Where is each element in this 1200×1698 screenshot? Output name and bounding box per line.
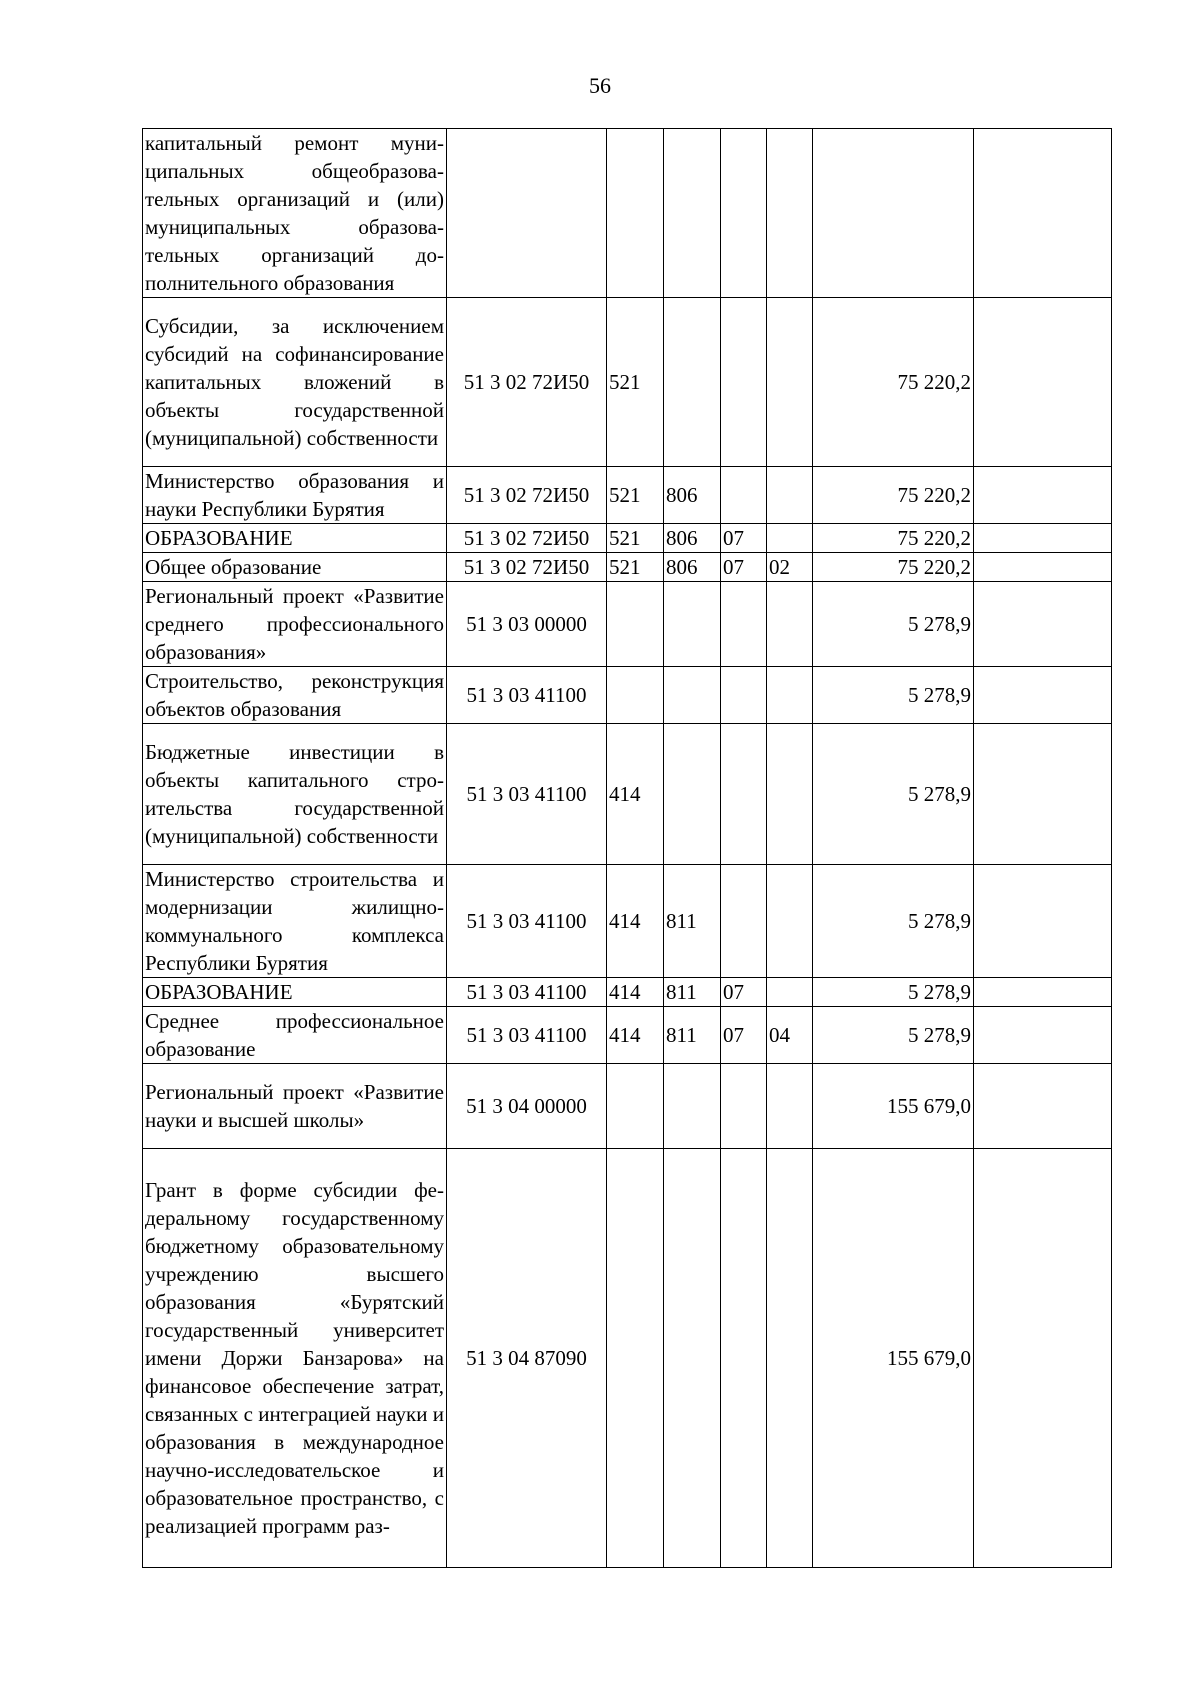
subsection-code xyxy=(767,467,813,524)
table-row xyxy=(143,553,1112,582)
ministry-code xyxy=(664,298,721,467)
section-code: 07 xyxy=(721,553,767,582)
section-code xyxy=(721,865,767,978)
extra-column xyxy=(974,1007,1112,1064)
amount-value: 5 278,9 xyxy=(813,865,974,978)
table-row xyxy=(143,978,1112,1007)
row-description: Строительство, реконструкция объектов образования xyxy=(143,667,447,724)
extra-column xyxy=(974,978,1112,1007)
table-row xyxy=(143,1064,1112,1149)
section-code xyxy=(721,298,767,467)
target-article-code: 51 3 02 72И50 xyxy=(447,524,607,553)
ministry-code xyxy=(664,582,721,667)
ministry-code xyxy=(664,129,721,298)
expense-type-code: 414 xyxy=(607,978,664,1007)
section-code: 07 xyxy=(721,978,767,1007)
row-description: Региональный проект «Развитие среднего профессионального образования» xyxy=(143,582,447,667)
subsection-code xyxy=(767,524,813,553)
row-description: ОБРАЗОВАНИЕ xyxy=(143,524,447,553)
section-code: 07 xyxy=(721,1007,767,1064)
ministry-code: 806 xyxy=(664,524,721,553)
amount-value: 75 220,2 xyxy=(813,524,974,553)
extra-column xyxy=(974,1149,1112,1568)
amount-value: 5 278,9 xyxy=(813,1007,974,1064)
ministry-code xyxy=(664,1149,721,1568)
extra-column xyxy=(974,467,1112,524)
section-code xyxy=(721,1149,767,1568)
ministry-code xyxy=(664,667,721,724)
table-row xyxy=(143,129,1112,298)
amount-value: 75 220,2 xyxy=(813,298,974,467)
row-description: Грант в форме субсидии федеральному государственному бюджетному образовательному учреждению высшего образования «Бурятский государственный университет имени Доржи Банзарова» на финансовое обеспечение затрат, связанных с интеграцией науки и образования в международное научно-исследовательское и образовательное пространство, с реализацией программ раз- xyxy=(143,1149,447,1568)
section-code xyxy=(721,582,767,667)
section-code xyxy=(721,1064,767,1149)
extra-column xyxy=(974,129,1112,298)
section-code xyxy=(721,667,767,724)
table-row xyxy=(143,1149,1112,1568)
expense-type-code: 521 xyxy=(607,553,664,582)
table-row xyxy=(143,724,1112,865)
amount-value: 5 278,9 xyxy=(813,724,974,865)
table-row xyxy=(143,667,1112,724)
row-description: Общее образование xyxy=(143,553,447,582)
subsection-code: 04 xyxy=(767,1007,813,1064)
expense-type-code xyxy=(607,1064,664,1149)
amount-value: 5 278,9 xyxy=(813,978,974,1007)
amount-value: 75 220,2 xyxy=(813,553,974,582)
extra-column xyxy=(974,724,1112,865)
row-description: Бюджетные инвестиции в объекты капитального строительства государственной (муниципальной) собственности xyxy=(143,724,447,865)
ministry-code: 811 xyxy=(664,1007,721,1064)
expense-type-code: 521 xyxy=(607,298,664,467)
amount-value: 155 679,0 xyxy=(813,1064,974,1149)
expense-type-code: 521 xyxy=(607,524,664,553)
expense-type-code: 414 xyxy=(607,1007,664,1064)
subsection-code xyxy=(767,298,813,467)
target-article-code: 51 3 03 41100 xyxy=(447,1007,607,1064)
row-description: Среднее профессиональное образование xyxy=(143,1007,447,1064)
subsection-code xyxy=(767,865,813,978)
extra-column xyxy=(974,667,1112,724)
amount-value: 5 278,9 xyxy=(813,582,974,667)
subsection-code xyxy=(767,1149,813,1568)
table-row xyxy=(143,524,1112,553)
row-description: ОБРАЗОВАНИЕ xyxy=(143,978,447,1007)
row-description: Министерство строительства и модернизации жилищно-коммунального комплекса Республики Бурятия xyxy=(143,865,447,978)
subsection-code xyxy=(767,978,813,1007)
table-row xyxy=(143,298,1112,467)
target-article-code xyxy=(447,129,607,298)
target-article-code: 51 3 02 72И50 xyxy=(447,298,607,467)
amount-value: 75 220,2 xyxy=(813,467,974,524)
ministry-code: 806 xyxy=(664,553,721,582)
extra-column xyxy=(974,582,1112,667)
ministry-code: 806 xyxy=(664,467,721,524)
row-description: Субсидии, за исключением субсидий на софинансирование капитальных вложений в объекты государственной (муниципальной) собственности xyxy=(143,298,447,467)
subsection-code: 02 xyxy=(767,553,813,582)
table-row xyxy=(143,1007,1112,1064)
subsection-code xyxy=(767,129,813,298)
extra-column xyxy=(974,524,1112,553)
target-article-code: 51 3 03 41100 xyxy=(447,865,607,978)
target-article-code: 51 3 03 41100 xyxy=(447,724,607,865)
extra-column xyxy=(974,553,1112,582)
section-code: 07 xyxy=(721,524,767,553)
extra-column xyxy=(974,298,1112,467)
subsection-code xyxy=(767,1064,813,1149)
extra-column xyxy=(974,865,1112,978)
target-article-code: 51 3 02 72И50 xyxy=(447,553,607,582)
target-article-code: 51 3 04 00000 xyxy=(447,1064,607,1149)
target-article-code: 51 3 02 72И50 xyxy=(447,467,607,524)
expense-type-code xyxy=(607,1149,664,1568)
ministry-code xyxy=(664,1064,721,1149)
target-article-code: 51 3 04 87090 xyxy=(447,1149,607,1568)
subsection-code xyxy=(767,667,813,724)
section-code xyxy=(721,724,767,865)
page-number: 56 xyxy=(589,73,611,98)
section-code xyxy=(721,467,767,524)
expense-type-code: 521 xyxy=(607,467,664,524)
expense-type-code xyxy=(607,129,664,298)
amount-value: 5 278,9 xyxy=(813,667,974,724)
ministry-code: 811 xyxy=(664,978,721,1007)
amount-value xyxy=(813,129,974,298)
target-article-code: 51 3 03 41100 xyxy=(447,978,607,1007)
expense-type-code: 414 xyxy=(607,865,664,978)
budget-table xyxy=(142,128,1112,1568)
extra-column xyxy=(974,1064,1112,1149)
ministry-code xyxy=(664,724,721,865)
expense-type-code: 414 xyxy=(607,724,664,865)
subsection-code xyxy=(767,582,813,667)
table-row xyxy=(143,467,1112,524)
target-article-code: 51 3 03 41100 xyxy=(447,667,607,724)
table-row xyxy=(143,582,1112,667)
row-description: Министерство образования и науки Республики Бурятия xyxy=(143,467,447,524)
section-code xyxy=(721,129,767,298)
expense-type-code xyxy=(607,667,664,724)
expense-type-code xyxy=(607,582,664,667)
row-description: капитальный ремонт муниципальных общеобразовательных организаций и (или) муниципальных образовательных организаций дополнительного образования xyxy=(143,129,447,298)
amount-value: 155 679,0 xyxy=(813,1149,974,1568)
row-description: Региональный проект «Развитие науки и высшей школы» xyxy=(143,1064,447,1149)
ministry-code: 811 xyxy=(664,865,721,978)
table-row xyxy=(143,865,1112,978)
subsection-code xyxy=(767,724,813,865)
target-article-code: 51 3 03 00000 xyxy=(447,582,607,667)
